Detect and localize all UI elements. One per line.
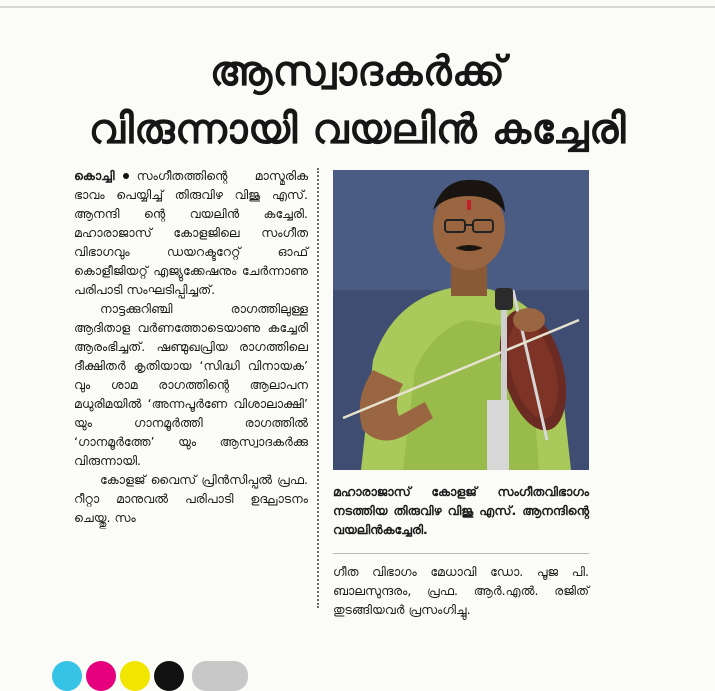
dateline-bullet-icon: [123, 173, 129, 179]
photo-column: [333, 170, 589, 619]
article-paragraph-2: നാട്ടക്കുറിഞ്ചി രാഗത്തിലുള്ള ആദിതാള വർണത്തോടെയാണു കച്ചേരി ആരംഭിച്ചത്. ഷണ്മുഖപ്രിയ രാഗത്തിലെ ദീക്ഷിതർ കൃതിയായ ‘സിദ്ധി വിനായക’ വും ശാമ രാഗത്തിന്റെ ആലാപന മധുരിമയിൽ ‘അന്നപൂർണേ വിശാലാക്ഷി’ യും ഗാനമൂർത്തി രാഗത്തിൽ ‘ഗാനമൂർത്തേ’ യും ആസ്വാദകർക്കു വിരുന്നായി.: [74, 301, 308, 468]
caption-rule: [333, 553, 589, 554]
registration-mark-black: [154, 661, 184, 691]
headline-line-2: വിരുന്നായി വയലിൻ കച്ചേരി: [88, 105, 627, 153]
registration-mark-cyan: [52, 661, 82, 691]
headline: [0, 42, 715, 158]
article-paragraph-1-text: സംഗീതത്തിന്റെ മാസ്മരിക ഭാവം പെയ്യിച്ച് തിരുവിഴ വിജു എസ്. ആനന്ദി ന്റെ വയലിൻ കച്ചേരി. മഹാരാജാസ് കോളജിലെ സംഗീത വിഭാഗവും ഡയറക്ടറേറ്റ് ഓഫ് കൊളീജിയറ്റ് എജ്യുക്കേഷനും ചേർന്നാണു പരിപാടി സംഘടിപ്പിച്ചത്.: [74, 168, 308, 297]
column-divider: [317, 168, 319, 608]
violinist-photo: [333, 170, 589, 470]
registration-mark-grey: [192, 661, 248, 691]
dateline: കൊച്ചി: [74, 168, 115, 183]
registration-mark-magenta: [86, 661, 116, 691]
violinist-illustration: [333, 170, 589, 470]
headline-line-1: ആസ്വാദകർക്ക്: [209, 47, 506, 95]
article-paragraph-3: കോളജ് വൈസ് പ്രിൻസിപ്പൽ പ്രഫ. റീറ്റാ മാനുവൽ പരിപാടി ഉദ്ഘാടനം ചെയ്തു. സം: [74, 472, 308, 525]
article-paragraph-1: [74, 166, 308, 299]
photo-caption: മഹാരാജാസ് കോളജ് സംഗീതവിഭാഗം നടത്തിയ തിരുവിഴ വിജു എസ്. ആനന്ദിന്റെ വയലിൻകച്ചേരി.: [333, 484, 589, 537]
article-continuation: ഗീത വിഭാഗം മേധാവി ഡോ. പൂജ പി. ബാലസുന്ദരം, പ്രഫ. ആർ.എൽ. രജിത് തുടങ്ങിയവർ പ്രസംഗിച്ചു.: [333, 564, 589, 617]
article-body: [74, 166, 308, 527]
page-top-rule: [0, 6, 715, 8]
registration-mark-yellow: [120, 661, 150, 691]
